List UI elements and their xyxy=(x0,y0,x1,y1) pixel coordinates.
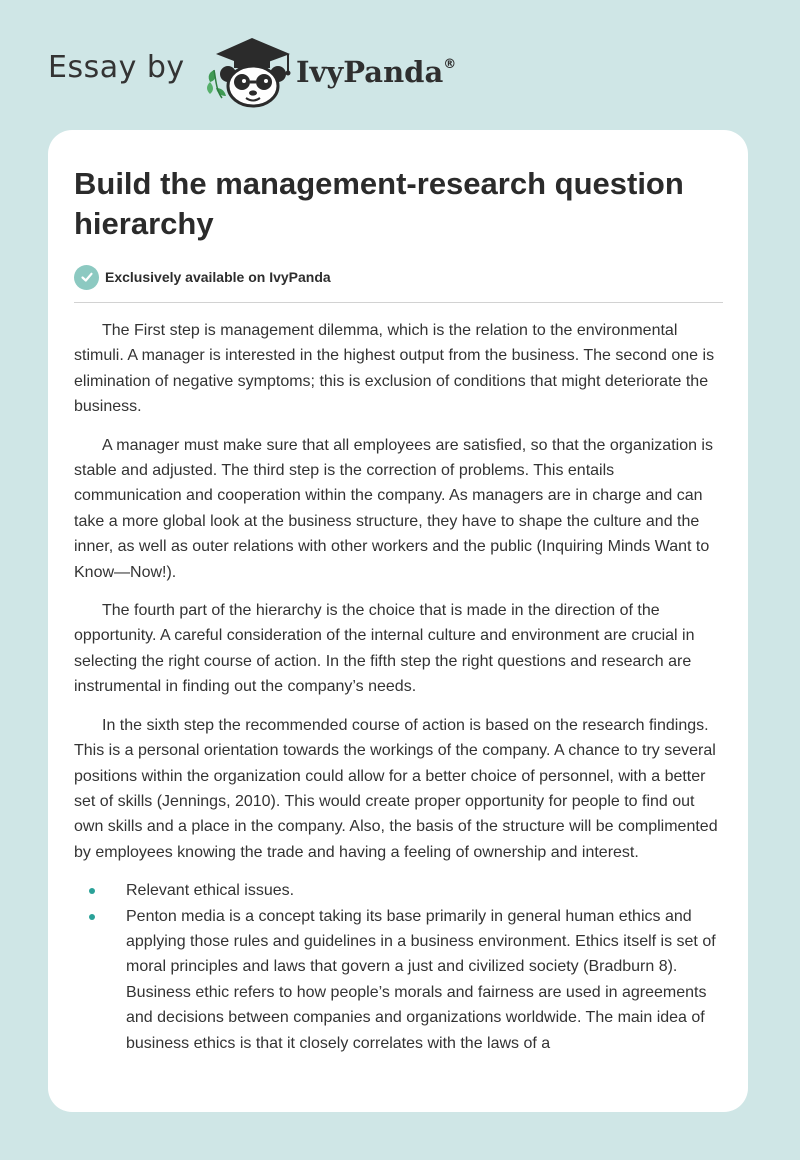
paragraph: In the sixth step the recommended course of action is based on the research findings. This is a personal orientation towards the workings of the company. A chance to try several positions within the organization could allow for a better choice of personnel, with a better set of skills (Jennings, 2010). This would create proper opportunity for people to find out own skills and a place in the company. Also, the basis of the structure will be complimented by employees knowing the trade and having a feeling of ownership and interest. xyxy=(74,716,718,861)
brand-name[interactable]: IvyPanda® xyxy=(296,55,457,89)
registered-mark: ® xyxy=(443,57,457,72)
exclusive-label: Exclusively available on IvyPanda xyxy=(105,269,331,285)
divider xyxy=(74,302,723,303)
paragraph: The fourth part of the hierarchy is the choice that is made in the direction of the opportunity. A careful consideration of the internal culture and environment are crucial in selecting the right course of action. In the fifth step the right questions and research are instrumental in finding out the company’s needs. xyxy=(74,602,695,696)
list-item: Penton media is a concept taking its base primarily in general human ethics and applying those rules and guidelines in a business environment. Ethics itself is set of moral principles and laws that govern a just and civilized society (Bradburn 8). Business ethic refers to how people’s morals and fairness are used in agreements and decisions between companies and organizations worldwide. The main idea of business ethics is that it closely correlates with the laws of a xyxy=(74,904,725,1056)
check-icon xyxy=(74,265,99,290)
essay-body xyxy=(74,318,725,1056)
page-title: Build the management-research question hierarchy xyxy=(74,166,684,241)
paragraph: A manager must make sure that all employees are satisfied, so that the organization is stable and adjusted. The third step is the correction of problems. This entails communication and cooperation within the company. As managers are in charge and can take a more global look at the business structure, they have to shape the culture and the inner, as well as outer relations with other workers and the public (Inquiring Minds Want to Know—Now!). xyxy=(74,436,713,581)
essay-card xyxy=(48,130,748,1112)
exclusive-badge xyxy=(74,264,331,290)
site-header xyxy=(0,0,800,130)
ivypanda-logo-icon[interactable] xyxy=(200,36,296,108)
paragraph: The First step is management dilemma, which is the relation to the environmental stimuli. A manager is interested in the highest output from the business. The second one is elimination of negative symptoms; this is exclusion of conditions that might deteriorate the business. xyxy=(74,322,715,416)
list-item: Relevant ethical issues. xyxy=(74,878,725,903)
essay-by-label: Essay by xyxy=(48,50,185,85)
bullet-list xyxy=(74,878,725,1056)
